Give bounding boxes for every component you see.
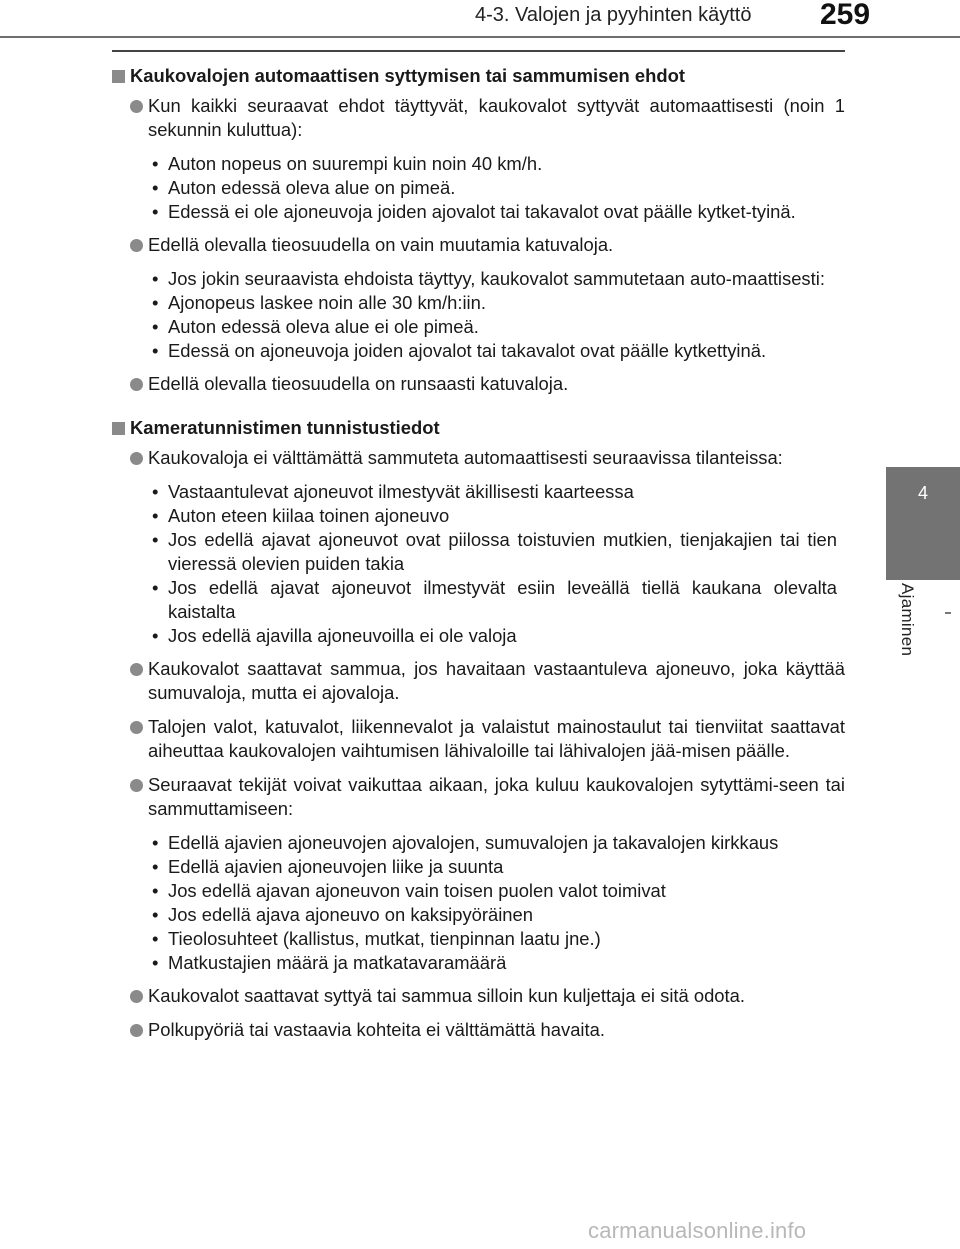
sub-bullet-item <box>112 927 845 951</box>
sub-bullet-text: Auton eteen kiilaa toinen ajoneuvo <box>168 505 450 526</box>
header-section-title: 4-3. Valojen ja pyyhinten käyttö <box>475 4 752 26</box>
circle-bullet-icon <box>130 452 143 465</box>
sub-bullet-item <box>112 624 845 648</box>
sub-bullet-text: Jos edellä ajavan ajoneuvon vain toisen puolen valot toimivat <box>168 880 666 901</box>
sub-bullet-text: Edessä ei ole ajoneuvoja joiden ajovalot tai takavalot ovat päälle kytket-tyinä. <box>168 201 796 222</box>
circle-bullet-icon <box>130 100 143 113</box>
bullet-icon: • <box>152 292 159 313</box>
bullet-icon: • <box>152 625 159 646</box>
chapter-number: 4 <box>917 483 928 503</box>
circle-bullet-icon <box>130 663 143 676</box>
list-item-text: Kun kaikki seuraavat ehdot täyttyvät, kaukovalot syttyvät automaattisesti (noin 1 sekunnin kuluttua): <box>148 95 845 140</box>
bullet-icon: • <box>152 577 159 598</box>
sub-bullet-text: Ajonopeus laskee noin alle 30 km/h:iin. <box>168 292 486 313</box>
sub-bullet-text: Jos edellä ajavat ajoneuvot ilmestyvät esiin leveällä tiellä kaukana olevalta kaistalta <box>168 577 837 622</box>
sub-bullet-list <box>112 480 845 648</box>
sub-bullet-item <box>112 903 845 927</box>
bullet-icon: • <box>152 505 159 526</box>
sub-bullet-text: Auton nopeus on suurempi kuin noin 40 km/h. <box>168 153 543 174</box>
circle-bullet-icon <box>130 378 143 391</box>
sub-bullet-text: Auton edessä oleva alue on pimeä. <box>168 177 456 198</box>
bullet-icon: • <box>152 880 159 901</box>
square-bullet-icon <box>112 70 125 83</box>
section-gap <box>112 406 845 416</box>
bullet-icon: • <box>152 481 159 502</box>
bullet-icon: • <box>152 928 159 949</box>
sub-bullet-list <box>112 831 845 975</box>
section-heading <box>112 64 845 88</box>
bullet-icon: • <box>152 153 159 174</box>
bullet-icon: • <box>152 529 159 550</box>
list-item <box>112 773 845 821</box>
list-item-text: Kaukovalot saattavat sammua, jos havaitaan vastaantuleva ajoneuvo, joka käyttää sumuvaloja, mutta ei ajovaloja. <box>148 658 845 703</box>
sub-bullet-text: Jos jokin seuraavista ehdoista täyttyy, kaukovalot sammutetaan auto-maattisesti: <box>168 268 825 289</box>
bullet-icon: • <box>152 952 159 973</box>
bullet-icon: • <box>152 177 159 198</box>
list-item-text: Polkupyöriä tai vastaavia kohteita ei välttämättä havaita. <box>148 1019 605 1040</box>
sub-bullet-item <box>112 176 845 200</box>
section-heading <box>112 416 845 440</box>
sub-bullet-text: Edellä ajavien ajoneuvojen liike ja suunta <box>168 856 504 877</box>
circle-bullet-icon <box>130 1024 143 1037</box>
bullet-icon: • <box>152 201 159 222</box>
page-header <box>0 0 960 40</box>
bullet-icon: • <box>152 904 159 925</box>
bullet-icon: • <box>152 340 159 361</box>
sub-bullet-item <box>112 152 845 176</box>
sub-bullet-item <box>112 315 845 339</box>
circle-bullet-icon <box>130 990 143 1003</box>
circle-bullet-icon <box>130 779 143 792</box>
circle-bullet-icon <box>130 239 143 252</box>
sub-bullet-text: Jos edellä ajavilla ajoneuvoilla ei ole valoja <box>168 625 517 646</box>
list-item-text: Kaukovalot saattavat syttyä tai sammua silloin kun kuljettaja ei sitä odota. <box>148 985 745 1006</box>
list-item <box>112 1018 845 1042</box>
bullet-icon: • <box>152 856 159 877</box>
section-heading-text: Kaukovalojen automaattisen syttymisen tai sammumisen ehdot <box>130 65 685 86</box>
sub-bullet-item <box>112 291 845 315</box>
sub-bullet-item <box>112 267 845 291</box>
list-item <box>112 715 845 763</box>
sub-bullet-item <box>112 576 845 624</box>
sub-bullet-text: Jos edellä ajavat ajoneuvot ovat piilossa toistuvien mutkien, tienjakajien tai tien vieressä olevien puiden takia <box>168 529 837 574</box>
sub-bullet-text: Tieolosuhteet (kallistus, mutkat, tienpinnan laatu jne.) <box>168 928 601 949</box>
sub-bullet-item <box>112 951 845 975</box>
list-item-text: Talojen valot, katuvalot, liikennevalot ja valaistut mainostaulut tai tienviitat saattavat aiheuttaa kaukovalojen vaihtumisen lähivaloille tai lähivalojen jää-misen päälle. <box>148 716 845 761</box>
page-number: 259 <box>820 0 871 31</box>
sub-bullet-text: Vastaantulevat ajoneuvot ilmestyvät äkillisesti kaarteessa <box>168 481 634 502</box>
sub-bullet-list <box>112 267 845 363</box>
chapter-tab <box>886 467 960 580</box>
sub-bullet-text: Edellä ajavien ajoneuvojen ajovalojen, sumuvalojen ja takavalojen kirkkaus <box>168 832 779 853</box>
list-item-text: Kaukovaloja ei välttämättä sammuteta automaattisesti seuraavissa tilanteissa: <box>148 447 783 468</box>
list-item-text: Edellä olevalla tieosuudella on runsaasti katuvaloja. <box>148 373 569 394</box>
list-item-text: Edellä olevalla tieosuudella on vain muutamia katuvaloja. <box>148 234 614 255</box>
sub-bullet-text: Auton edessä oleva alue ei ole pimeä. <box>168 316 479 337</box>
square-bullet-icon <box>112 422 125 435</box>
sub-bullet-item <box>112 879 845 903</box>
list-item <box>112 372 845 396</box>
sub-bullet-text: Jos edellä ajava ajoneuvo on kaksipyöräinen <box>168 904 533 925</box>
bullet-icon: • <box>152 832 159 853</box>
bullet-icon: • <box>152 316 159 337</box>
sub-bullet-list <box>112 152 845 224</box>
list-item <box>112 446 845 470</box>
bullet-icon: • <box>152 268 159 289</box>
sub-bullet-item <box>112 855 845 879</box>
watermark: carmanualsonline.info <box>588 1218 807 1243</box>
chapter-label: Ajaminen <box>898 583 917 657</box>
sub-bullet-item <box>112 339 845 363</box>
list-item <box>112 657 845 705</box>
sub-bullet-item <box>112 200 845 224</box>
list-item <box>112 233 845 257</box>
sub-bullet-item <box>112 504 845 528</box>
list-item <box>112 984 845 1008</box>
page-content <box>112 64 845 1052</box>
header-divider <box>0 36 960 38</box>
sub-bullet-text: Edessä on ajoneuvoja joiden ajovalot tai takavalot ovat päälle kytkettyinä. <box>168 340 767 361</box>
sub-bullet-item <box>112 528 845 576</box>
sub-bullet-item <box>112 831 845 855</box>
circle-bullet-icon <box>130 721 143 734</box>
sub-bullet-text: Matkustajien määrä ja matkatavaramäärä <box>168 952 507 973</box>
side-tick-mark <box>945 612 951 614</box>
content-top-rule <box>112 50 845 52</box>
list-item-text: Seuraavat tekijät voivat vaikuttaa aikaan, joka kuluu kaukovalojen sytyttämi-seen tai sammuttamiseen: <box>148 774 845 819</box>
section-heading-text: Kameratunnistimen tunnistustiedot <box>130 417 440 438</box>
list-item <box>112 94 845 142</box>
sub-bullet-item <box>112 480 845 504</box>
